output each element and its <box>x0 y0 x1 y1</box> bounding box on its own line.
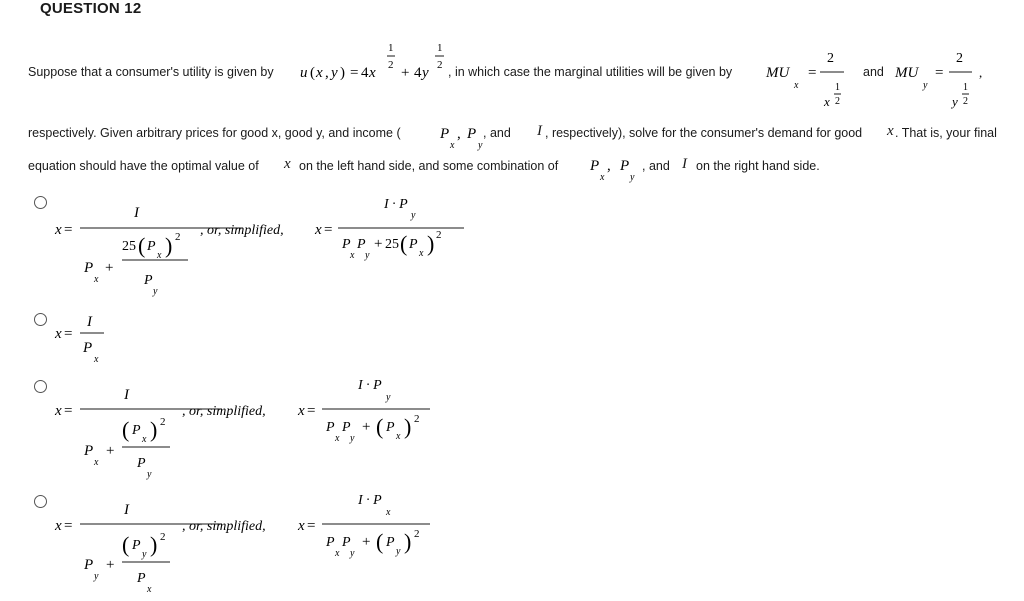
svg-text:(: ( <box>122 417 130 442</box>
svg-text:=: = <box>324 222 333 238</box>
svg-text:y: y <box>422 65 429 81</box>
svg-text:2: 2 <box>827 51 834 66</box>
svg-text:y: y <box>94 571 99 582</box>
svg-text:P: P <box>386 420 395 435</box>
svg-text:): ) <box>150 417 158 442</box>
svg-text:P: P <box>357 237 366 252</box>
svg-text:(: ( <box>376 414 384 439</box>
svg-text:x: x <box>386 507 391 518</box>
prompt-line-1-text-c: and <box>863 65 884 79</box>
svg-text:P: P <box>386 535 395 550</box>
option-a-radio[interactable] <box>34 196 47 209</box>
svg-text:+: + <box>362 419 371 435</box>
income-symbol-line3: I <box>682 156 687 172</box>
svg-text:x: x <box>157 250 162 261</box>
svg-text:x: x <box>600 172 605 183</box>
svg-text:P: P <box>83 340 93 356</box>
svg-text:P: P <box>467 126 477 142</box>
svg-text:=: = <box>808 65 817 81</box>
svg-text:=: = <box>64 222 73 238</box>
svg-text:y: y <box>923 80 928 91</box>
svg-text:y: y <box>350 433 355 444</box>
svg-text:x: x <box>369 65 376 81</box>
prompt-line-3-text-a: equation should have the optimal value of <box>28 159 259 173</box>
prompt-line-3-text-d: on the right hand side. <box>696 159 820 173</box>
svg-text:): ) <box>427 231 435 256</box>
prompt-line-2-text-a: respectively. Given arbitrary prices for good x, good y, and income ( <box>28 126 401 140</box>
svg-text:4: 4 <box>361 65 369 81</box>
svg-text:=: = <box>350 65 359 81</box>
svg-text:=: = <box>307 518 316 534</box>
svg-text:x: x <box>335 433 340 444</box>
svg-text:, or, simplified,: , or, simplified, <box>200 223 284 238</box>
svg-text:x: x <box>350 250 355 261</box>
svg-text:y: y <box>952 94 958 109</box>
svg-text:x: x <box>94 457 99 468</box>
svg-text:,: , <box>325 65 329 81</box>
svg-text:=: = <box>64 326 73 342</box>
svg-text:+: + <box>401 65 410 81</box>
prompt-line-3-text-c: , and <box>642 159 670 173</box>
svg-text:): ) <box>340 65 345 81</box>
svg-text:P: P <box>137 571 146 586</box>
svg-text:=: = <box>64 403 73 419</box>
svg-text:P: P <box>84 260 94 276</box>
svg-text:y: y <box>386 392 391 403</box>
svg-text:P: P <box>342 237 351 252</box>
svg-text:I · P: I · P <box>358 378 382 393</box>
option-c-radio[interactable] <box>34 380 47 393</box>
svg-text:, or, simplified,: , or, simplified, <box>182 519 266 534</box>
svg-text:y: y <box>630 172 635 183</box>
svg-text:x: x <box>55 222 62 238</box>
svg-text:(: ( <box>400 231 408 256</box>
svg-text:y: y <box>350 548 355 559</box>
svg-text:+: + <box>105 260 114 276</box>
x-symbol-line3: x <box>284 156 291 172</box>
svg-text:P: P <box>620 158 630 174</box>
svg-text:y: y <box>147 469 152 480</box>
svg-text:2: 2 <box>436 229 442 241</box>
svg-text:x: x <box>94 274 99 285</box>
svg-text:(: ( <box>138 233 146 258</box>
svg-text:I · P: I · P <box>384 197 408 212</box>
svg-text:(: ( <box>122 532 130 557</box>
svg-text:P: P <box>440 126 450 142</box>
svg-text:y: y <box>365 250 370 261</box>
mu-x-expression <box>764 44 854 116</box>
option-a-formula <box>50 192 470 302</box>
svg-text:25: 25 <box>385 237 399 252</box>
svg-text:, or, simplified,: , or, simplified, <box>182 404 266 419</box>
option-b-formula <box>50 306 120 372</box>
svg-text:25: 25 <box>122 239 136 254</box>
svg-text:I: I <box>124 387 129 403</box>
svg-text:,: , <box>457 126 461 142</box>
svg-text:x: x <box>450 140 455 151</box>
svg-text:2: 2 <box>437 59 443 71</box>
svg-text:x: x <box>419 248 424 259</box>
svg-text:): ) <box>150 532 158 557</box>
svg-text:P: P <box>326 420 335 435</box>
svg-text:+: + <box>362 534 371 550</box>
svg-text:=: = <box>64 518 73 534</box>
prompt-line-1-text-b: , in which case the marginal utilities will be given by <box>448 65 733 79</box>
svg-text:=: = <box>935 65 944 81</box>
svg-text:P: P <box>132 423 141 438</box>
svg-text:P: P <box>342 420 351 435</box>
svg-text:2: 2 <box>160 531 166 543</box>
svg-text:P: P <box>147 239 156 254</box>
income-symbol: I <box>537 123 542 139</box>
svg-text:P: P <box>137 456 146 471</box>
mu-y-expression <box>893 44 989 116</box>
svg-text:y: y <box>478 140 483 151</box>
svg-text:2: 2 <box>160 416 166 428</box>
svg-text:x: x <box>794 80 799 91</box>
svg-text:=: = <box>307 403 316 419</box>
svg-text:2: 2 <box>963 96 968 107</box>
svg-text:I: I <box>134 205 139 221</box>
svg-text:x: x <box>298 403 305 419</box>
svg-text:x: x <box>824 94 830 109</box>
svg-text:P: P <box>132 538 141 553</box>
svg-text:x: x <box>396 431 401 442</box>
svg-text:1: 1 <box>437 42 443 54</box>
svg-text:P: P <box>590 158 600 174</box>
svg-text:x: x <box>316 65 323 81</box>
svg-text:I · P: I · P <box>358 493 382 508</box>
svg-text:): ) <box>404 529 412 554</box>
svg-text:+: + <box>374 236 383 252</box>
prompt-line-2-text-d: . That is, your final <box>895 126 997 140</box>
svg-text:1: 1 <box>963 82 968 93</box>
svg-text:2: 2 <box>414 528 420 540</box>
svg-text:P: P <box>144 273 153 288</box>
question-number: QUESTION 12 <box>40 0 142 17</box>
svg-text:,: , <box>979 65 983 80</box>
svg-text:P: P <box>326 535 335 550</box>
option-d-formula <box>50 490 450 600</box>
svg-text:2: 2 <box>956 51 963 66</box>
svg-text:+: + <box>106 557 115 573</box>
prompt-line-1-text-a: Suppose that a consumer's utility is given by <box>28 65 274 79</box>
option-b-radio[interactable] <box>34 313 47 326</box>
svg-text:2: 2 <box>835 96 840 107</box>
option-d-radio[interactable] <box>34 495 47 508</box>
svg-text:x: x <box>315 222 322 238</box>
svg-text:y: y <box>411 210 416 221</box>
svg-text:2: 2 <box>388 59 394 71</box>
svg-text:MU: MU <box>766 65 790 81</box>
svg-text:,: , <box>607 158 611 174</box>
svg-text:P: P <box>409 237 418 252</box>
svg-text:x: x <box>55 518 62 534</box>
u-symbol: u <box>300 65 308 81</box>
svg-text:I: I <box>124 502 129 518</box>
svg-text:x: x <box>298 518 305 534</box>
svg-text:4: 4 <box>414 65 422 81</box>
svg-text:x: x <box>335 548 340 559</box>
svg-text:y: y <box>331 65 338 81</box>
svg-text:): ) <box>404 414 412 439</box>
svg-text:(: ( <box>310 65 315 81</box>
svg-text:x: x <box>94 354 99 365</box>
svg-text:y: y <box>396 546 401 557</box>
svg-text:(: ( <box>376 529 384 554</box>
svg-text:x: x <box>55 326 62 342</box>
svg-text:1: 1 <box>835 82 840 93</box>
svg-text:2: 2 <box>414 413 420 425</box>
utility-function <box>298 36 454 88</box>
prompt-line-2-text-c: , respectively), solve for the consumer's demand for good <box>545 126 863 140</box>
prompt-line-2-text-b: , and <box>483 126 511 140</box>
svg-text:1: 1 <box>388 42 394 54</box>
svg-text:P: P <box>84 443 94 459</box>
svg-text:+: + <box>106 443 115 459</box>
good-x-symbol: x <box>887 123 894 139</box>
prompt-line-3-text-b: on the left hand side, and some combination of <box>299 159 559 173</box>
svg-text:MU: MU <box>895 65 919 81</box>
svg-text:): ) <box>165 233 173 258</box>
svg-text:y: y <box>142 549 147 560</box>
price-list-inline <box>588 150 650 186</box>
svg-text:y: y <box>153 286 158 297</box>
svg-text:x: x <box>142 434 147 445</box>
svg-text:2: 2 <box>175 231 181 243</box>
svg-text:P: P <box>84 557 94 573</box>
svg-text:x: x <box>147 584 152 595</box>
option-c-formula <box>50 375 450 485</box>
svg-text:I: I <box>87 314 92 330</box>
svg-text:P: P <box>342 535 351 550</box>
svg-text:x: x <box>55 403 62 419</box>
